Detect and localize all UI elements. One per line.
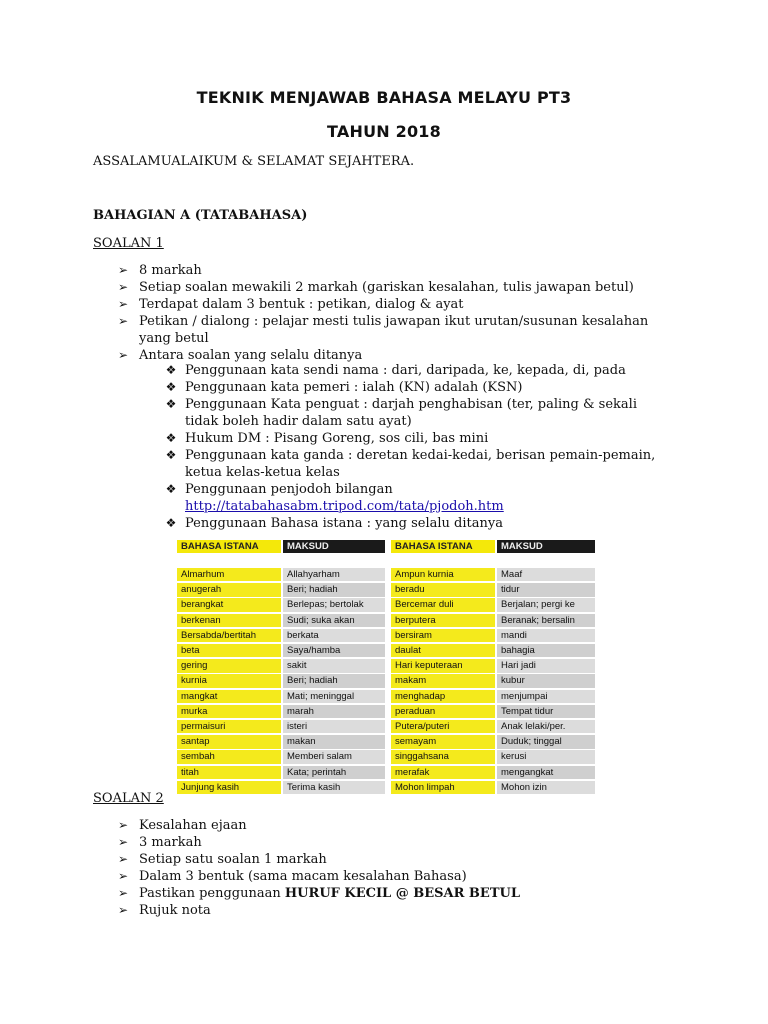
cell-bahasa-istana: Mohon limpah xyxy=(391,781,495,794)
table-row xyxy=(177,614,385,627)
cell-maksud: menjumpai xyxy=(497,690,595,703)
cell-maksud: Allahyarham xyxy=(283,568,385,581)
cell-bahasa-istana: bersiram xyxy=(391,629,495,642)
sub-list-item: ❖ Penggunaan kata ganda : deretan kedai-kedai, berisan pemain-pemain, ketua kelas-ketua kelas xyxy=(163,447,673,481)
table-row xyxy=(391,644,595,657)
cell-bahasa-istana: Hari keputeraan xyxy=(391,659,495,672)
cell-bahasa-istana: permaisuri xyxy=(177,720,281,733)
diamond-bullet-icon: ❖ xyxy=(165,363,177,377)
header-bahasa-istana: BAHASA ISTANA xyxy=(391,540,495,553)
arrow-bullet-icon: ➢ xyxy=(117,263,129,277)
table-row xyxy=(177,583,385,596)
table-row xyxy=(177,781,385,794)
arrow-bullet-icon: ➢ xyxy=(117,869,129,883)
cell-maksud: Saya/hamba xyxy=(283,644,385,657)
cell-maksud: Sudi; suka akan xyxy=(283,614,385,627)
cell-maksud: Beri; hadiah xyxy=(283,674,385,687)
cell-maksud: Mohon izin xyxy=(497,781,595,794)
cell-maksud: isteri xyxy=(283,720,385,733)
table-row xyxy=(177,735,385,748)
table-header-row xyxy=(391,540,595,553)
arrow-bullet-icon: ➢ xyxy=(117,852,129,866)
cell-maksud: Maaf xyxy=(497,568,595,581)
cell-bahasa-istana: makam xyxy=(391,674,495,687)
list-item: ➢ Terdapat dalam 3 bentuk : petikan, dialog & ayat xyxy=(115,296,675,313)
cell-maksud: mengangkat xyxy=(497,766,595,779)
cell-maksud: Anak lelaki/per. xyxy=(497,720,595,733)
diamond-bullet-icon: ❖ xyxy=(165,516,177,530)
cell-bahasa-istana: berputera xyxy=(391,614,495,627)
cell-bahasa-istana: Junjung kasih xyxy=(177,781,281,794)
table-row xyxy=(177,720,385,733)
table-row xyxy=(177,690,385,703)
sub-list-item: ❖ Penggunaan kata sendi nama : dari, daripada, ke, kepada, di, pada xyxy=(163,362,673,379)
table-row xyxy=(391,705,595,718)
cell-bahasa-istana: berangkat xyxy=(177,598,281,611)
table-row xyxy=(391,690,595,703)
cell-maksud: bahagia xyxy=(497,644,595,657)
cell-maksud: kubur xyxy=(497,674,595,687)
document-title: TEKNIK MENJAWAB BAHASA MELAYU PT3 xyxy=(196,88,572,107)
bahasa-istana-table xyxy=(177,540,595,793)
table-row xyxy=(391,568,595,581)
cell-bahasa-istana: murka xyxy=(177,705,281,718)
soalan-1-heading: SOALAN 1 xyxy=(93,236,164,251)
table-row xyxy=(177,766,385,779)
cell-bahasa-istana: Putera/puteri xyxy=(391,720,495,733)
table-row xyxy=(177,674,385,687)
cell-bahasa-istana: menghadap xyxy=(391,690,495,703)
table-row xyxy=(391,735,595,748)
list-item: ➢ Petikan / dialong : pelajar mesti tulis jawapan ikut urutan/susunan kesalahan yang betul xyxy=(115,313,675,347)
cell-bahasa-istana: beta xyxy=(177,644,281,657)
cell-bahasa-istana: kurnia xyxy=(177,674,281,687)
cell-bahasa-istana: semayam xyxy=(391,735,495,748)
cell-maksud: Beri; hadiah xyxy=(283,583,385,596)
table-row xyxy=(177,568,385,581)
cell-maksud: Duduk; tinggal xyxy=(497,735,595,748)
table-row xyxy=(391,750,595,763)
table-header-row xyxy=(177,540,385,553)
header-bahasa-istana: BAHASA ISTANA xyxy=(177,540,281,553)
cell-maksud: berkata xyxy=(283,629,385,642)
cell-maksud: Berlepas; bertolak xyxy=(283,598,385,611)
document-subtitle-year: TAHUN 2018 xyxy=(327,122,441,141)
cell-maksud: Berjalan; pergi ke xyxy=(497,598,595,611)
table-row xyxy=(391,583,595,596)
table-row xyxy=(391,659,595,672)
diamond-bullet-icon: ❖ xyxy=(165,380,177,394)
list-item: ➢ Antara soalan yang selalu ditanya xyxy=(115,347,675,364)
arrow-bullet-icon: ➢ xyxy=(117,348,129,362)
cell-bahasa-istana: anugerah xyxy=(177,583,281,596)
header-maksud: MAKSUD xyxy=(283,540,385,553)
table-row xyxy=(391,766,595,779)
table-row xyxy=(391,598,595,611)
sub-list-item: ❖ Penggunaan penjodoh bilangan http://tatabahasabm.tripod.com/tata/pjodoh.htm xyxy=(163,481,673,515)
cell-bahasa-istana: sembah xyxy=(177,750,281,763)
table-row xyxy=(391,629,595,642)
cell-maksud: Tempat tidur xyxy=(497,705,595,718)
cell-bahasa-istana: titah xyxy=(177,766,281,779)
soalan-2-list xyxy=(115,817,675,919)
cell-maksud: marah xyxy=(283,705,385,718)
cell-bahasa-istana: berkenan xyxy=(177,614,281,627)
cell-bahasa-istana: singgahsana xyxy=(391,750,495,763)
cell-bahasa-istana: Bersabda/bertitah xyxy=(177,629,281,642)
diamond-bullet-icon: ❖ xyxy=(165,448,177,462)
table-left-half xyxy=(177,540,385,793)
list-item: ➢ 8 markah xyxy=(115,262,675,279)
sub-list-item: ❖ Penggunaan kata pemeri : ialah (KN) adalah (KSN) xyxy=(163,379,673,396)
diamond-bullet-icon: ❖ xyxy=(165,431,177,445)
table-row xyxy=(177,705,385,718)
arrow-bullet-icon: ➢ xyxy=(117,903,129,917)
cell-bahasa-istana: Almarhum xyxy=(177,568,281,581)
table-row xyxy=(177,659,385,672)
list-item: ➢ Setiap satu soalan 1 markah xyxy=(115,851,675,868)
sub-list-item: ❖ Hukum DM : Pisang Goreng, sos cili, bas mini xyxy=(163,430,673,447)
arrow-bullet-icon: ➢ xyxy=(117,818,129,832)
table-row xyxy=(391,720,595,733)
table-row xyxy=(177,644,385,657)
cell-maksud: kerusi xyxy=(497,750,595,763)
cell-bahasa-istana: peraduan xyxy=(391,705,495,718)
cell-bahasa-istana: mangkat xyxy=(177,690,281,703)
cell-maksud: Beranak; bersalin xyxy=(497,614,595,627)
list-item: ➢ Rujuk nota xyxy=(115,902,675,919)
soalan-1-list xyxy=(115,262,675,364)
cell-maksud: mandi xyxy=(497,629,595,642)
arrow-bullet-icon: ➢ xyxy=(117,297,129,311)
diamond-bullet-icon: ❖ xyxy=(165,482,177,496)
table-right-half xyxy=(391,540,595,793)
cell-maksud: Hari jadi xyxy=(497,659,595,672)
table-row xyxy=(177,629,385,642)
cell-bahasa-istana: merafak xyxy=(391,766,495,779)
header-maksud: MAKSUD xyxy=(497,540,595,553)
sub-list-item: ❖ Penggunaan Bahasa istana : yang selalu ditanya xyxy=(163,515,673,532)
greeting-text: ASSALAMUALAIKUM & SELAMAT SEJAHTERA. xyxy=(93,154,415,169)
emphasis-text: HURUF KECIL @ BESAR BETUL xyxy=(284,886,520,901)
cell-bahasa-istana: daulat xyxy=(391,644,495,657)
cell-maksud: Kata; perintah xyxy=(283,766,385,779)
arrow-bullet-icon: ➢ xyxy=(117,314,129,328)
cell-bahasa-istana: beradu xyxy=(391,583,495,596)
diamond-bullet-icon: ❖ xyxy=(165,397,177,411)
penjodoh-bilangan-link[interactable]: http://tatabahasabm.tripod.com/tata/pjodoh.htm xyxy=(185,499,504,514)
cell-maksud: Terima kasih xyxy=(283,781,385,794)
cell-maksud: tidur xyxy=(497,583,595,596)
cell-bahasa-istana: Bercemar duli xyxy=(391,598,495,611)
list-item: ➢ Kesalahan ejaan xyxy=(115,817,675,834)
sub-list-item: ❖ Penggunaan Kata penguat : darjah penghabisan (ter, paling & sekali tidak boleh hadir dalam satu ayat) xyxy=(163,396,673,430)
cell-maksud: Memberi salam xyxy=(283,750,385,763)
list-item: ➢ Setiap soalan mewakili 2 markah (gariskan kesalahan, tulis jawapan betul) xyxy=(115,279,675,296)
table-row xyxy=(391,614,595,627)
cell-bahasa-istana: santap xyxy=(177,735,281,748)
cell-bahasa-istana: Ampun kurnia xyxy=(391,568,495,581)
list-item: ➢ Pastikan penggunaan HURUF KECIL @ BESAR BETUL xyxy=(115,885,675,902)
list-item: ➢ 3 markah xyxy=(115,834,675,851)
cell-maksud: sakit xyxy=(283,659,385,672)
table-row xyxy=(177,598,385,611)
cell-maksud: makan xyxy=(283,735,385,748)
table-row xyxy=(177,750,385,763)
table-row xyxy=(391,674,595,687)
soalan-1-sublist xyxy=(163,362,673,532)
list-item: ➢ Dalam 3 bentuk (sama macam kesalahan Bahasa) xyxy=(115,868,675,885)
arrow-bullet-icon: ➢ xyxy=(117,280,129,294)
arrow-bullet-icon: ➢ xyxy=(117,886,129,900)
section-heading: BAHAGIAN A (TATABAHASA) xyxy=(93,208,308,223)
table-row xyxy=(391,781,595,794)
soalan-2-heading: SOALAN 2 xyxy=(93,791,164,806)
cell-bahasa-istana: gering xyxy=(177,659,281,672)
arrow-bullet-icon: ➢ xyxy=(117,835,129,849)
cell-maksud: Mati; meninggal xyxy=(283,690,385,703)
